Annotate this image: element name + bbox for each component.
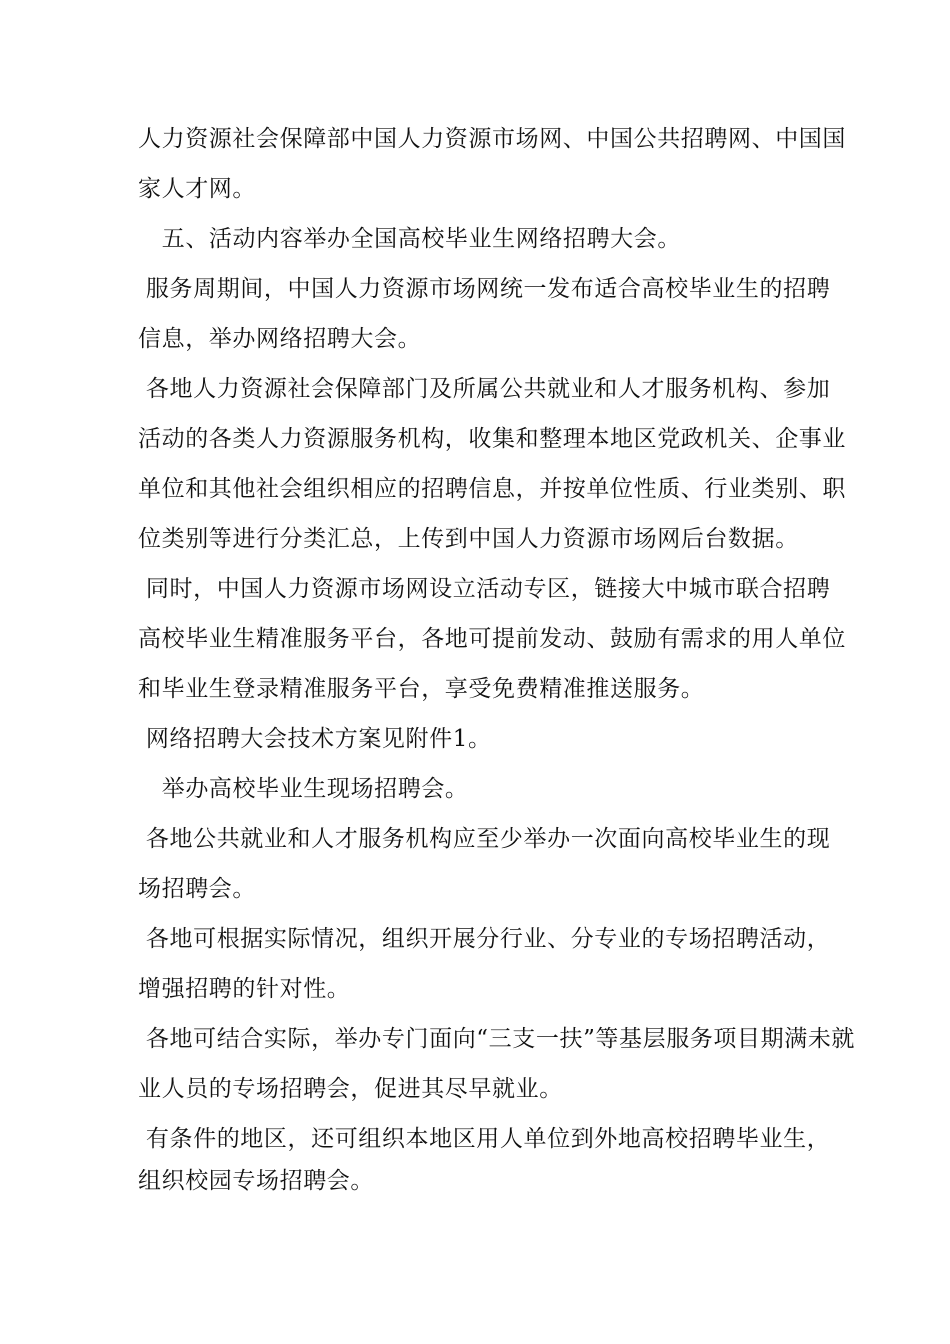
text-line: 五、活动内容举办全国高校毕业生网络招聘大会。 — [138, 226, 681, 252]
text-line: 网络招聘大会技术方案见附件1。 — [138, 726, 492, 752]
text-line: 场招聘会。 — [138, 876, 256, 902]
text-line: 信息，举办网络招聘大会。 — [138, 326, 422, 352]
text-line: 业人员的专场招聘会，促进其尽早就业。 — [138, 1076, 563, 1102]
text-line: 举办高校毕业生现场招聘会。 — [138, 776, 469, 802]
text-line: 各地人力资源社会保障部门及所属公共就业和人才服务机构、参加 — [138, 376, 831, 402]
paragraph — [138, 764, 824, 814]
text-line: 高校毕业生精准服务平台，各地可提前发动、鼓励有需求的用人单位 — [138, 626, 846, 652]
document-body — [138, 114, 856, 1198]
paragraph — [138, 814, 831, 914]
text-line: 各地可结合实际，举办专门面向“三支一扶”等基层服务项目期满未就 — [138, 1026, 856, 1052]
text-line: 单位和其他社会组织相应的招聘信息，并按单位性质、行业类别、职 — [138, 476, 846, 502]
paragraph — [138, 364, 846, 564]
section-heading — [138, 214, 824, 264]
text-line: 位类别等进行分类汇总，上传到中国人力资源市场网后台数据。 — [138, 526, 799, 552]
paragraph — [138, 264, 831, 364]
paragraph — [138, 114, 846, 214]
text-line: 有条件的地区，还可组织本地区用人单位到外地高校招聘毕业生， — [138, 1126, 831, 1152]
paragraph — [138, 1114, 831, 1198]
text-line: 服务周期间，中国人力资源市场网统一发布适合高校毕业生的招聘 — [138, 276, 831, 302]
text-line: 各地公共就业和人才服务机构应至少举办一次面向高校毕业生的现 — [138, 826, 831, 852]
text-line: 增强招聘的针对性。 — [138, 976, 351, 1002]
text-line: 各地可根据实际情况，组织开展分行业、分专业的专场招聘活动， — [138, 926, 831, 952]
text-line: 家人才网。 — [138, 176, 256, 202]
paragraph — [138, 564, 846, 714]
text-line: 活动的各类人力资源服务机构，收集和整理本地区党政机关、企事业 — [138, 426, 846, 452]
text-line: 组织校园专场招聘会。 — [138, 1168, 374, 1194]
paragraph — [138, 714, 824, 764]
text-line: 和毕业生登录精准服务平台，享受免费精准推送服务。 — [138, 676, 705, 702]
text-line: 人力资源社会保障部中国人力资源市场网、中国公共招聘网、中国国 — [138, 126, 846, 152]
paragraph — [138, 1014, 856, 1114]
text-line: 同时，中国人力资源市场网设立活动专区，链接大中城市联合招聘 — [138, 576, 831, 602]
paragraph — [138, 914, 831, 1014]
